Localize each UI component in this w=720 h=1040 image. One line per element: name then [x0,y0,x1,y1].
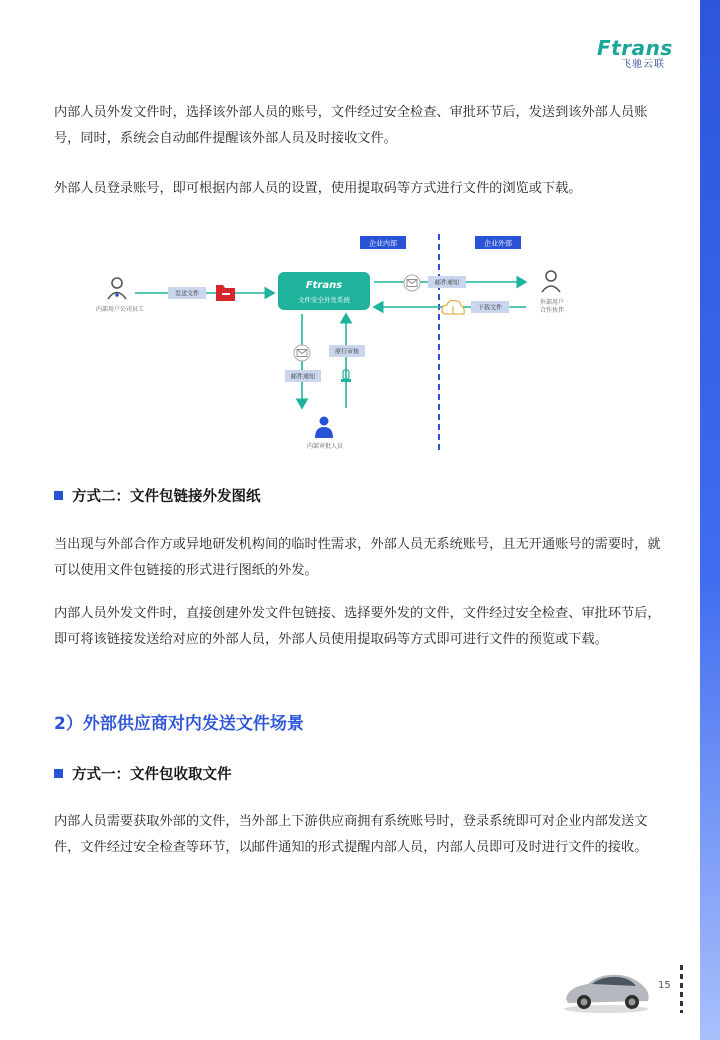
approver-icon [315,417,333,439]
paragraph-external-login: 外部人员登录账号，即可根据内部人员的设置，使用提取码等方式进行文件的浏览或下载。 [54,181,582,196]
paragraph-receive: 内部人员需要获取外部的文件，当外部上下游供应商拥有系统账号时，登录系统即可对企业内部发送文件，文件经过安全检查等环节，以邮件通知的形式提醒内部人员，内部人员即可及时进行文件的接收。 [54,814,648,855]
ftrans-logo [597,36,691,70]
internal-user-label: 内部用户公司员工 [95,306,145,313]
logo-subtitle: 飞驰云联 [621,59,665,70]
heading-method-1: 方式一：文件包收取文件 [54,763,232,784]
system-name: 文件安全外发系统 [298,296,350,304]
external-user-icon [542,271,560,292]
paragraph-temp-need: 当出现与外部合作方或异地研发机构间的临时性需求，外部人员无系统账号，且无开通账号的需要时，就可以使用文件包链接的形式进行图纸的外发。 [54,537,661,578]
car-illustration [560,965,652,1015]
bullet-square-icon [54,491,63,500]
paragraph-link-send: 内部人员外发文件时，直接创建外发文件包链接、选择要外发的文件，文件经过安全检查、审批环节后，即可将该链接发送给对应的外部人员，外部人员使用提取码等方式即可进行文件的预览或下载。 [54,606,661,647]
side-gradient-bar [700,0,720,1040]
notify-external-label: 邮件通知 [434,279,460,287]
internal-user-icon [108,278,126,299]
approve-label: 原行审核 [334,348,360,356]
send-file-label: 发送文件 [174,290,200,298]
external-user-line1: 外部用户 [539,299,565,306]
system-box [278,272,370,310]
footer-dash-line [680,965,683,1013]
paragraph-internal-send: 内部人员外发文件时，选择该外部人员的账号，文件经过安全检查、审批环节后，发送到该外部人员账号，同时，系统会自动邮件提醒该外部人员及时接收文件。 [54,105,648,146]
cloud-icon [442,301,464,315]
page-number: 15 [658,980,671,991]
heading-method-2: 方式二：文件包链接外发图纸 [54,485,261,506]
external-user-line2: 合作伙伴 [539,307,565,314]
system-logo: Ftrans [305,280,343,291]
zone-inside-label: 企业内部 [369,239,397,248]
file-transfer-diagram [86,230,596,460]
section-heading-2: 2）外部供应商对内发送文件场景 [54,714,304,734]
logo-wordmark: Ftrans [597,36,673,60]
folder-icon [216,285,235,301]
approver-label: 内部审批人员 [306,443,344,450]
notify-approver-label: 邮件通知 [290,373,316,381]
zone-outside-label: 企业外部 [484,239,512,248]
download-label: 下载文件 [477,304,503,312]
bullet-square-icon [54,769,63,778]
